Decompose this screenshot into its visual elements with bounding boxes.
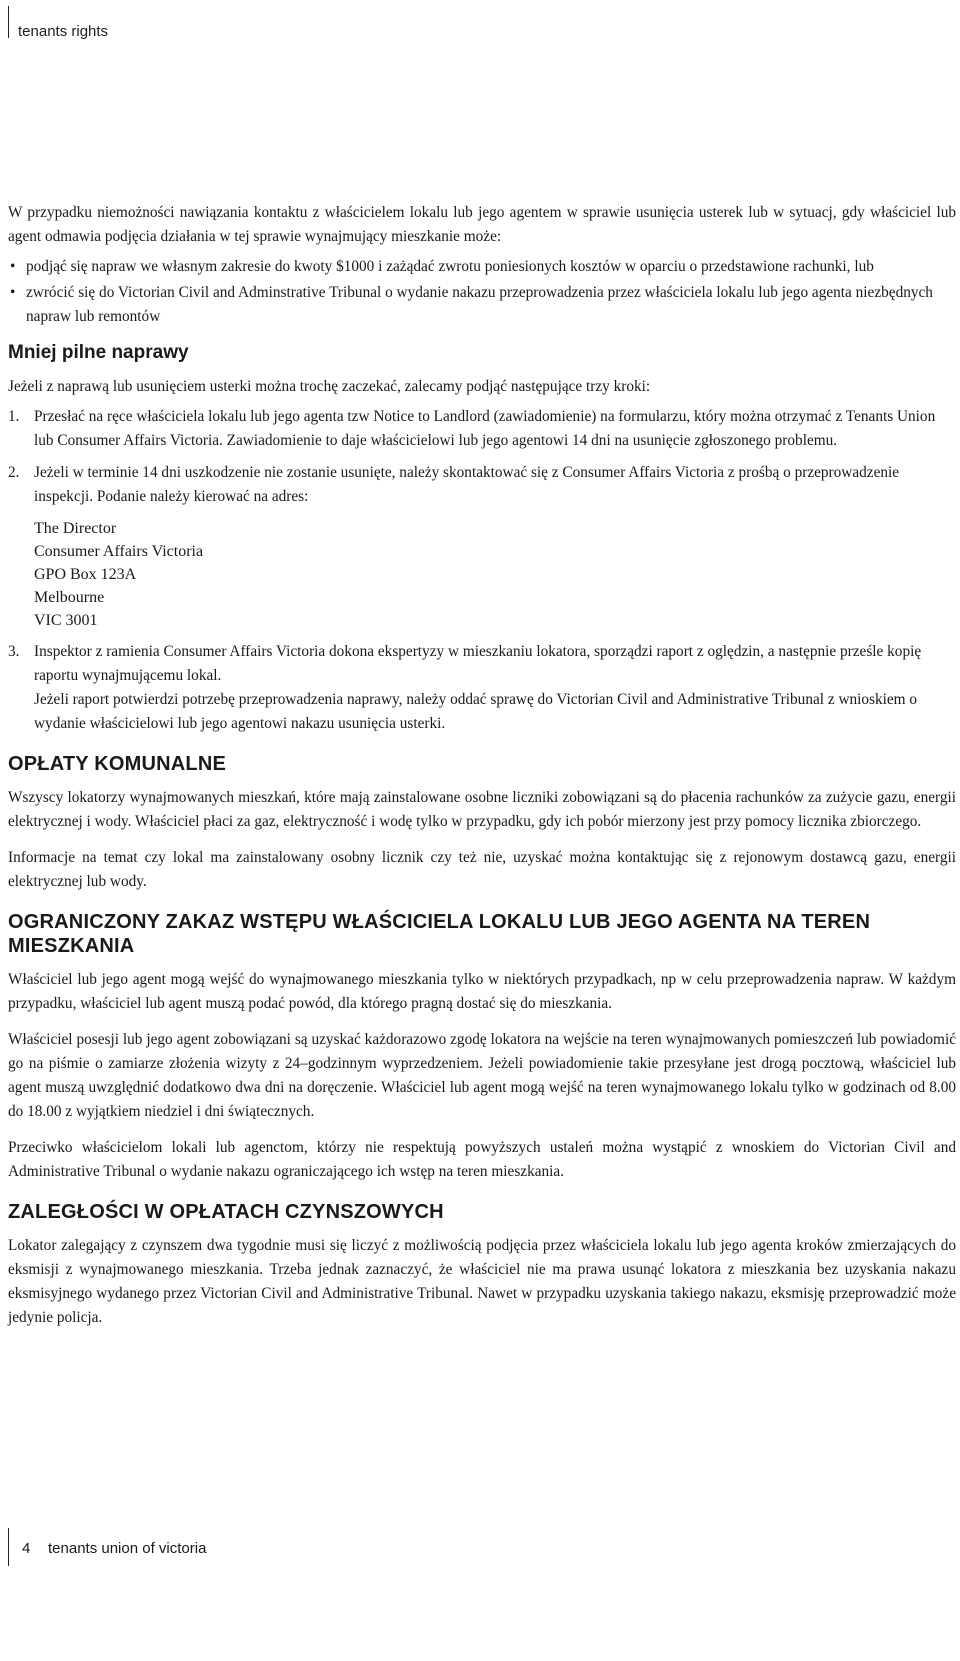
bullet-icon: •	[10, 284, 16, 301]
section-heading-utilities: OPŁATY KOMUNALNE	[8, 753, 227, 775]
bullet-icon: •	[10, 258, 16, 275]
list-item	[8, 281, 956, 329]
address-line: Melbourne	[34, 589, 105, 606]
repairs-steps-list	[8, 405, 956, 736]
section-heading-arrears: ZALEGŁOŚCI W OPŁATACH CZYNSZOWYCH	[8, 1201, 444, 1223]
section-heading-repairs: Mniej pilne naprawy	[8, 342, 189, 363]
step-text: Jeżeli w terminie 14 dni uszkodzenie nie zostanie usunięte, należy skontaktować się z Consumer Affairs Victoria z prośbą o przeprowadzenie inspekcji. Podanie należy kierować na adres:	[34, 464, 900, 505]
address-line: Consumer Affairs Victoria	[34, 543, 204, 560]
list-item	[8, 255, 956, 279]
entry-paragraph: Właściciel posesji lub jego agent zobowiązani są uzyskać każdorazowo zgodę lokatora na wejście na teren wynajmowanych pomieszczeń lub powiadomić go na piśmie o zamiarze złożenia wizyty z 24–godzinnym wyprzedzeniem. Jeżeli powiadomienie takie przesyłane jest drogą pocztową, właściciel lub agent muszą uwzględnić dodatkowo dwa dni na doręczenie. Właściciel lub agent mogą wejść na teren wynajmowanego lokalu tylko w godzinach od 8.00 do 18.00 z wyjątkiem niedziel i dni świątecznych.	[8, 1031, 956, 1120]
list-item	[8, 640, 956, 736]
list-item	[8, 405, 956, 453]
step-number: 1.	[8, 408, 20, 425]
address-line: VIC 3001	[34, 612, 98, 629]
intro-paragraph: W przypadku niemożności nawiązania kontaktu z właścicielem lokalu lub jego agentem w sprawie usunięcia usterek lub w sytuacj, gdy właściciel lub agent odmawia podjęcia działania w tej sprawie wynajmujący mieszkanie może:	[8, 204, 956, 245]
document-body	[8, 201, 956, 1342]
step-number: 3.	[8, 643, 20, 660]
list-item	[8, 461, 956, 632]
postal-address	[34, 517, 956, 632]
step-text: Inspektor z ramienia Consumer Affairs Victoria dokona ekspertyzy w mieszkaniu lokatora, sporządzi raport z oględzin, a następnie prześle kopię raportu wynajmującemu lokal.	[34, 643, 922, 684]
address-line: The Director	[34, 520, 117, 537]
step-number: 2.	[8, 464, 20, 481]
intro-bullet-list	[8, 255, 956, 329]
address-line: GPO Box 123A	[34, 566, 137, 583]
entry-paragraph: Właściciel lub jego agent mogą wejść do wynajmowanego mieszkania tylko w niektórych przypadkach, np w celu przeprowadzenia napraw. W każdym przypadku, właściciel lub agent muszą podać powód, dla którego pragną dostać się do mieszkania.	[8, 971, 956, 1012]
step-extra-text: Jeżeli raport potwierdzi potrzebę przeprowadzenia naprawy, należy oddać sprawę do Victorian Civil and Administrative Tribunal z wnioskiem o wydanie właścicielowi lub jego agentowi nakazu usunięcia usterki.	[34, 691, 918, 732]
section-heading-entry: OGRANICZONY ZAKAZ WSTĘPU WŁAŚCICIELA LOKALU LUB JEGO AGENTA NA TEREN MIESZKANIA	[8, 911, 871, 957]
footer-divider	[8, 1528, 9, 1566]
repairs-intro: Jeżeli z naprawą lub usunięciem usterki można trochę zaczekać, zalecamy podjąć następujące trzy kroki:	[8, 378, 651, 395]
running-header-title: tenants rights	[18, 23, 109, 40]
bullet-text: zwrócić się do Victorian Civil and Adminstrative Tribunal o wydanie nakazu przeprowadzenia przez właściciela lokalu lub jego agenta niezbędnych napraw lub remontów	[26, 284, 933, 325]
utilities-paragraph: Wszyscy lokatorzy wynajmowanych mieszkań, które mają zainstalowane osobne liczniki zobowiązani są do płacenia rachunków za zużycie gazu, energii elektrycznej i wody. Właściciel płaci za gaz, elektryczność i wodę tylko w przypadku, gdy ich pobór mierzony jest przy pomocy licznika zbiorczego.	[8, 789, 956, 830]
step-text: Przesłać na ręce właściciela lokalu lub jego agenta tzw Notice to Landlord (zawiadomienie) na formularzu, który można otrzymać z Tenants Union lub Consumer Affairs Victoria. Zawiadomienie to daje właścicielowi lub jego agentowi 14 dni na usunięcie zgłoszonego problemu.	[34, 408, 936, 449]
header-divider	[8, 6, 9, 38]
utilities-paragraph: Informacje na temat czy lokal ma zainstalowany osobny licznik czy też nie, uzyskać można kontaktując się z rejonowym dostawcą gazu, energii elektrycznej lub wody.	[8, 849, 956, 890]
arrears-paragraph: Lokator zalegający z czynszem dwa tygodnie musi się liczyć z możliwością podjęcia przez właściciela lokalu lub jego agenta kroków zmierzających do eksmisji z wynajmowanego mieszkania. Trzeba jednak zaznaczyć, że właściciel nie ma prawa usunąć lokatora z mieszkania bez uzyskania nakazu eksmisyjnego wydanego przez Victorian Civil and Administrative Tribunal. Nawet w przypadku uzyskania takiego nakazu, eksmisję przeprowadzić może jedynie policja.	[8, 1237, 956, 1326]
page-number: 4	[22, 1540, 31, 1557]
running-footer-title: tenants union of victoria	[48, 1540, 207, 1557]
bullet-text: podjąć się napraw we własnym zakresie do kwoty $1000 i zażądać zwrotu poniesionych kosztów w oparciu o przedstawione rachunki, lub	[26, 258, 874, 275]
entry-paragraph: Przeciwko właścicielom lokali lub agenctom, którzy nie respektują powyższych ustaleń można wystąpić z wnoskiem do Victorian Civil and Administrative Tribunal o wydanie nakazu ograniczającego ich wstęp na teren mieszkania.	[8, 1139, 956, 1180]
